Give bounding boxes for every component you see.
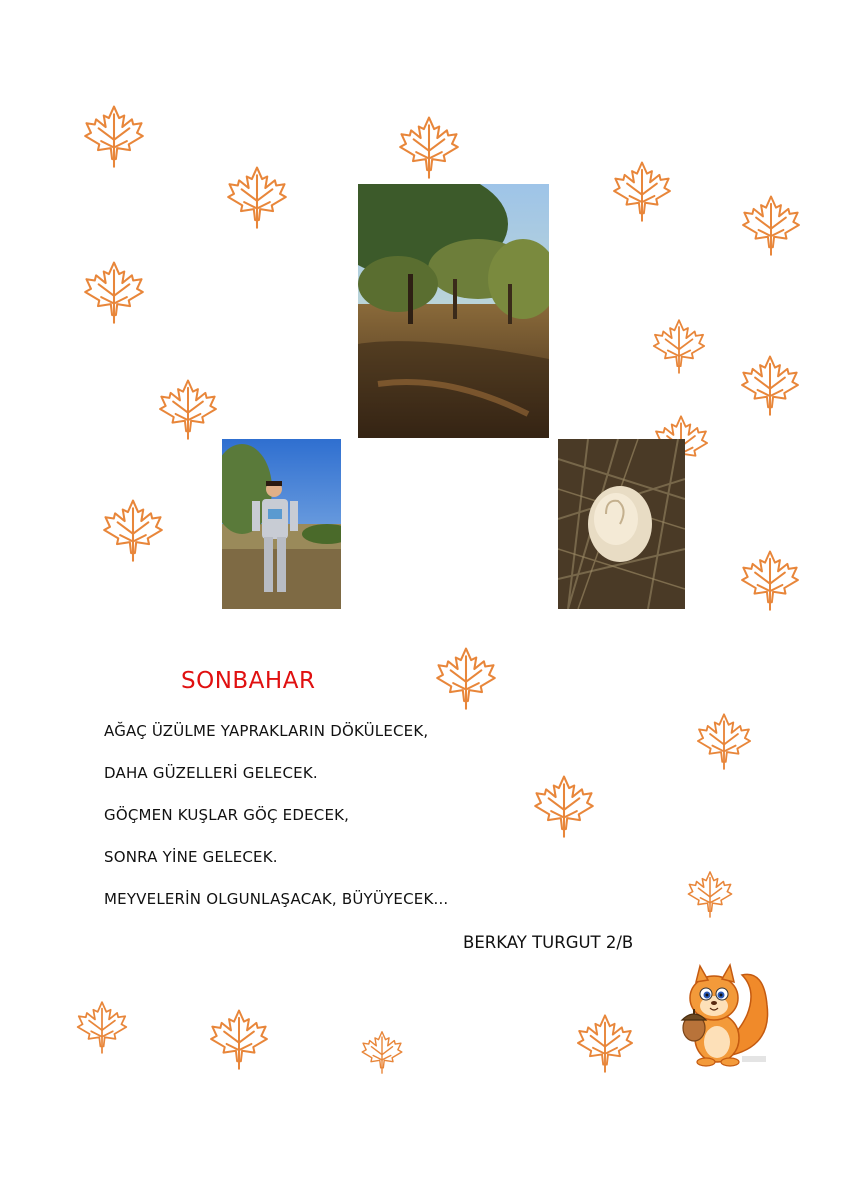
maple-leaf-icon	[739, 354, 801, 416]
maple-leaf-icon	[695, 712, 753, 770]
maple-leaf-icon	[434, 646, 498, 710]
maple-leaf-icon	[739, 549, 801, 611]
maple-leaf-icon	[651, 318, 707, 374]
squirrel-with-acorn-icon	[672, 960, 772, 1070]
poem-line: MEYVELERİN OLGUNLAŞACAK, BÜYÜYECEK...	[104, 890, 449, 908]
maple-leaf-icon	[82, 104, 146, 168]
maple-leaf-icon	[82, 260, 146, 324]
maple-leaf-icon	[101, 498, 165, 562]
poem-title: SONBAHAR	[181, 668, 316, 694]
maple-leaf-icon	[397, 115, 461, 179]
maple-leaf-icon	[686, 870, 734, 918]
maple-leaf-icon	[740, 194, 802, 256]
maple-leaf-icon	[225, 165, 289, 229]
maple-leaf-icon	[360, 1030, 404, 1074]
poem-line: DAHA GÜZELLERİ GELECEK.	[104, 764, 318, 782]
maple-leaf-icon	[611, 160, 673, 222]
child-photo	[222, 439, 341, 609]
maple-leaf-icon	[208, 1008, 270, 1070]
maple-leaf-icon	[532, 774, 596, 838]
maple-leaf-icon	[157, 378, 219, 440]
poem-line: SONRA YİNE GELECEK.	[104, 848, 278, 866]
maple-leaf-icon	[575, 1013, 635, 1073]
orchard-photo	[358, 184, 549, 438]
poem-line: GÖÇMEN KUŞLAR GÖÇ EDECEK,	[104, 806, 350, 824]
maple-leaf-icon	[75, 1000, 129, 1054]
snail-shell-photo	[558, 439, 685, 609]
author-signature: BERKAY TURGUT 2/B	[463, 933, 634, 952]
poem-line: AĞAÇ ÜZÜLME YAPRAKLARIN DÖKÜLECEK,	[104, 722, 429, 740]
